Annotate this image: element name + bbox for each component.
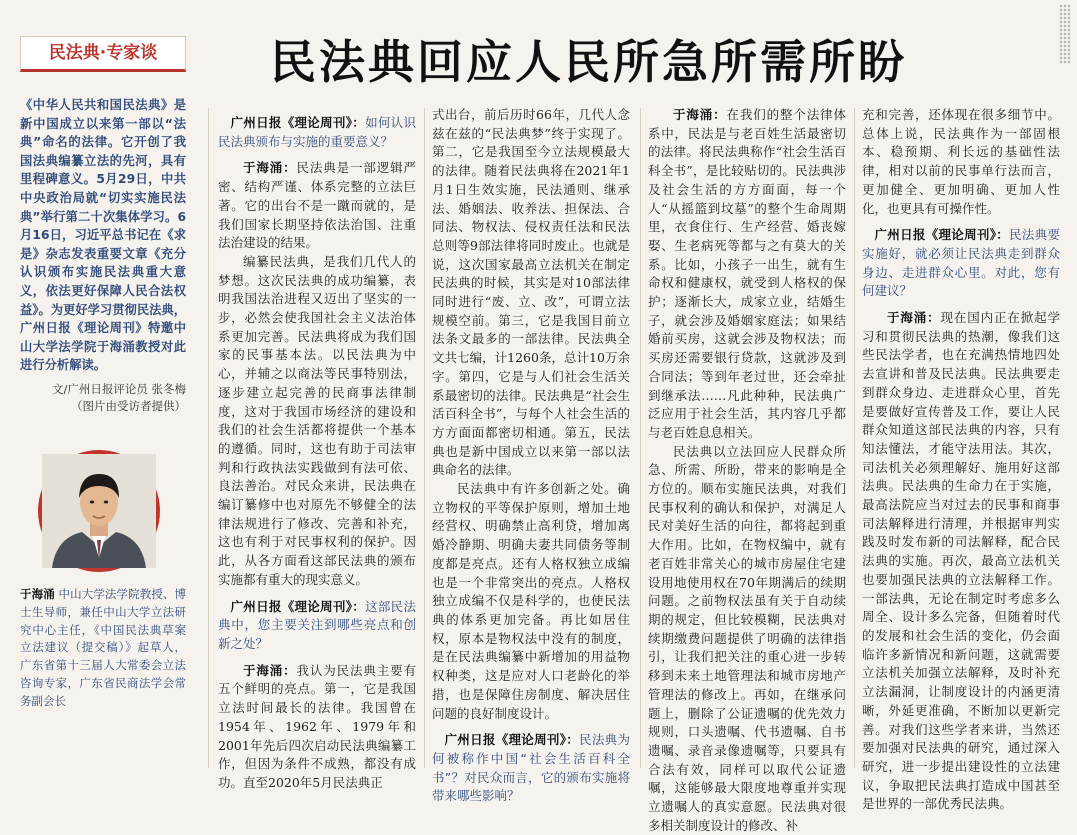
- question-text: 这部民法典中，您主要关注到哪些亮点和创新之处？: [218, 598, 416, 651]
- question-text: 如何认识民法典颁布与实施的重要意义？: [218, 115, 416, 149]
- column-divider: [208, 108, 209, 768]
- column-divider: [424, 108, 425, 768]
- answer-label: 于海涌：: [887, 310, 941, 326]
- question-2: [218, 598, 416, 654]
- answer-3: [648, 106, 846, 443]
- article-column-2: [432, 106, 630, 804]
- question-label: 广州日报《理论周刊》：: [444, 732, 580, 748]
- answer-1: [218, 159, 416, 253]
- question-text: 民法典要实施好，就必须让民法典走到群众身边、走进群众心里。对此，您有何建议？: [862, 227, 1060, 299]
- answer-text: 民法典是一部逻辑严密、结构严谨、体系完整的立法巨著。它的出台不是一蹴而就的，是我们国家长期坚持依法治国、注重法治建设的结果。: [218, 160, 416, 251]
- author-block: [20, 381, 186, 415]
- answer-2: [218, 662, 416, 793]
- answer-label: 于海涌：: [673, 107, 727, 122]
- answer-text: 在我们的整个法律体系中，民法是与老百姓生活最密切的法律。将民法典称作“社会生活百科全书”，是比较贴切的。民法典涉及社会生活的方方面面，每一个人“从摇篮到坟墓”的整个生命周期里，衣食住行、生产经营、婚丧嫁娶、生老病死等都与之有莫大的关系。比如，小孩子一出生，就有生命权和健康权，就受到人格权的保护；逐渐长大，成家立业，结婚生子，就会涉及婚姻家庭法；如果结婚前买房，这就会涉及物权法；而买房还需要银行贷款，这就涉及到合同法；等到年老过世，还会牵扯到继承法……凡此种种，民法典广泛应用于社会生活，其内容几乎都与老百姓息息相关。: [648, 107, 846, 440]
- column-divider: [854, 108, 855, 768]
- paragraph: 式出台，前后历时66年，几代人念兹在兹的“民法典梦”终于实现了。第二，它是我国至今立法规模最大的法律。随着民法典将在2021年1月1日生效实施，民法通则、继承法、婚姻法、收养法、担保法、合同法、物权法、侵权责任法和民法总则等9部法律将同时废止。也就是说，这次国家最高立法机关在制定民法典的时候，其实是对10部法律同时进行“废、立、改”，可谓立法规模空前。第三，它是我国目前立法条文最多的一部法律。民法典全文共七编，计1260条，总计10万余字。第四，它是与人们社会生活关系最密切的法律。民法典是“社会生活百科全书”，与每个人社会生活的方方面面都密切相通。第五，民法典也是新中国成立以来第一部以法典命名的法律。: [432, 107, 630, 478]
- paragraph: 民法典以立法回应人民群众所急、所需、所盼，带来的影响是全方位的。顺布实施民法典，对我们民事权利的确认和保护，对满足人民对美好生活的向往，都将起到重大作用。比如，在物权编中，就有老百姓非常关心的城市房屋住宅建设用地使用权在70年期满后的续期问题。之前物权法虽有关于自动续期的规定，但比较模糊，民法典对续期缴费问题提供了明确的法律指引，让我们把关注的重心进一步转移到未来土地管理法和城市房地产管理法的修改上。再如，在继承问题上，删除了公证遗嘱的优先效力规则，口头遗嘱、代书遗嘱、自书遗嘱、录音录像遗嘱等，只要具有合法有效，同样可以取代公证遗嘱，这能够最大限度地尊重并实现立遗嘱人的真实意愿。民法典对很多相关制度设计的修改、补: [648, 443, 846, 833]
- paragraph: 充和完善，还体现在很多细节中。总体上说，民法典作为一部固根本、稳预期、利长远的基础性法律，相对以前的民事单行法而言，更加健全、更加明确、更加人性化，也更具有可操作性。: [862, 107, 1060, 216]
- lead-paragraph: 《中华人民共和国民法典》是新中国成立以来第一部以“法典”命名的法律。它开创了我国法典编纂立法的先河，具有里程碑意义。5月29日，中共中央政治局就“切实实施民法典”举行第二十次集体学习。6月16日，习近平总书记在《求是》杂志发表重要文章《充分认识颁布实施民法典重大意义，依法更好保障人民合法权益》。为更好学习贯彻民法典，广州日报《理论周刊》特邀中山大学法学院于海涌教授对此进行分析解读。: [20, 98, 187, 373]
- photo-credit: （图片由受访者提供）: [71, 399, 186, 413]
- answer-label: 于海涌：: [243, 662, 297, 678]
- question-1: [218, 114, 416, 151]
- question-label: 广州日报《理论周刊》：: [874, 227, 1010, 243]
- question-label: 广州日报《理论周刊》：: [230, 598, 366, 614]
- decorative-dots: [1059, 4, 1071, 64]
- article-column-1: [218, 106, 416, 790]
- column-divider: [640, 108, 641, 768]
- question-3: [432, 731, 630, 806]
- portrait-photo: [38, 450, 160, 572]
- column-tag: 民法典·专家谈: [20, 36, 186, 72]
- question-text: 民法典为何被称作中国“社会生活百科全书”？对民众而言，它的颁布实施将带来哪些影响？: [432, 732, 630, 804]
- headline: 民法典回应人民所急所需所盼: [270, 35, 907, 89]
- paragraph: 编纂民法典，是我们几代人的梦想。这次民法典的成功编纂，表明我国法治进程又迈出了坚实的一步，必然会使我国社会主义法治体系更加完善。民法典将成为我们国家的民事基本法。以民法典为中心，并辅之以商法等民事特别法，逐步建立起完善的民商事法律制度，这对于我国市场经济的建设和我们的社会生活都将提供一个基本的遵循。同时，这也有助于司法审判和行政执法实践做到有法可依、良法善治。对民众来讲，民法典在编订纂修中也对原先不够健全的法律法规进行了修改、完善和补充，这也有利于对民事权利的保护。因此，从各方面看这部民法典的颁布实施都有重大的现实意义。: [218, 253, 416, 587]
- answer-label: 于海涌：: [243, 160, 297, 176]
- expert-bio: [20, 586, 186, 711]
- portrait-frame: [34, 450, 172, 572]
- article-column-3: [648, 106, 846, 833]
- paragraph: 民法典中有许多创新之处。确立物权的平等保护原则，增加土地经营权、明确禁止高利贷，增加离婚冷静期、明确夫妻共同债务等制度都是亮点。还有人格权独立成编也是一个非常突出的亮点。人格权独立成编不仅是科学的，也使民法典的体系更加完备。再比如居住权，原本是物权法中没有的制度，是在民法典编纂中新增加的用益物权种类，这是应对人口老龄化的举措，也是保障住房制度、解决居住问题的良好制度设计。: [432, 481, 630, 721]
- question-4: [862, 226, 1060, 301]
- article-column-4: [862, 106, 1060, 812]
- bio-name: 于海涌: [20, 587, 55, 601]
- answer-text: 我认为民法典主要有五个鲜明的亮点。第一，它是我国立法时间最长的法律。我国曾在1954年、1962年、1979年和2001年先后四次启动民法典编纂工作，但因为条件不成熟，都没有成功。直至2020年5月民法典正: [218, 662, 416, 790]
- bio-text: 中山大学法学院教授、博士生导师，兼任中山大学立法研究中心主任，《中国民法典草案立法建议（提交稿）》起草人，广东省第十三届人大常委会立法咨询专家，广东省民商法学会常务副会长: [20, 587, 187, 708]
- answer-text: 现在国内正在掀起学习和贯彻民法典的热潮，像我们这些民法学者，也在充满热情地四处去宣讲和普及民法典。民法典要走到群众身边、走进群众心里，首先是要做好宣传普及工作，要让人民群众知道这部民法典的内容，只有知法懂法，才能守法用法。其次，司法机关必须理解好、施用好这部法典。民法典的生命力在于实施，最高法院应当对过去的民事和商事司法解释进行清理，并根据审判实践及时发布新的司法解释，配合民法典的实施。再次，最高立法机关也要加强民法典的立法解释工作。一部法典，无论在制定时考虑多么周全、设计多么完备，但随着时代的发展和社会生活的变化，仍会面临许多新情况和新问题，这就需要立法机关加强立法解释，及时补充立法漏洞，让制度设计的内涵更清晰，外延更准确，不断加以更新完善。对我们这些学者来讲，当然还要加强对民法典的研究，通过深入研究，进一步提出建设性的立法建议，争取把民法典打造成中国甚至是世界的一部优秀民法典。: [862, 310, 1060, 812]
- question-label: 广州日报《理论周刊》：: [230, 115, 366, 130]
- answer-4: [862, 309, 1060, 814]
- author-line: 文/广州日报评论员 张冬梅: [51, 382, 186, 396]
